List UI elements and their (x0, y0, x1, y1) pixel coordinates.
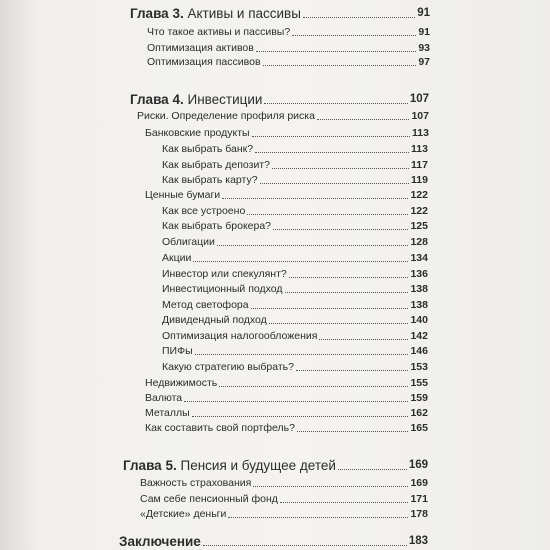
toc-item: Сам себе пенсионный фонд 171 (140, 493, 428, 505)
toc-item: Оптимизация активов 93 (147, 42, 430, 54)
toc-item: Инвестиционный подход 138 (162, 283, 428, 295)
toc-item: Как выбрать банк? 113 (162, 143, 428, 155)
toc-item: Банковские продукты 113 (145, 127, 429, 139)
page-number: 107 (409, 93, 429, 105)
toc-item: Валюта 159 (145, 392, 428, 404)
toc-item: Метод светофора 138 (162, 299, 428, 311)
dot-leader (303, 17, 415, 18)
toc-item: Как выбрать брокера? 125 (162, 220, 428, 232)
toc-item: Облигации 128 (162, 236, 428, 248)
toc-item: Что такое активы и пассивы? 91 (147, 26, 430, 38)
toc-item: Как составить свой портфель? 165 (145, 422, 428, 434)
toc-item: Акции 134 (162, 252, 428, 264)
toc-item: ПИФы 146 (162, 345, 428, 357)
toc-item: Какую стратегию выбрать? 153 (162, 361, 428, 373)
chapter-label: Глава 3. (130, 6, 184, 21)
chapter-label: Глава 5. (123, 458, 177, 473)
dot-leader (264, 103, 407, 104)
toc-item: Ценные бумаги 122 (145, 189, 428, 201)
page-number: 183 (408, 535, 428, 547)
toc-item: «Детские» деньги 178 (140, 508, 428, 520)
chapter-title: Инвестиции (187, 92, 263, 107)
toc-chapter-5 (123, 458, 428, 473)
toc-item: Как выбрать депозит? 117 (162, 159, 428, 171)
toc-item: Как все устроено 122 (162, 205, 428, 217)
toc-item: Инвестор или спекулянт? 136 (162, 268, 428, 280)
dot-leader (338, 469, 407, 470)
toc-conclusion (119, 534, 428, 549)
chapter-label: Глава 4. (130, 92, 184, 107)
page-number: 169 (408, 459, 428, 471)
toc-item: Риски. Определение профиля риска 107 (137, 110, 429, 122)
toc-item: Оптимизация пассивов 97 (147, 56, 430, 68)
toc-item: Важность страхования 169 (140, 477, 428, 489)
page-number: 91 (417, 7, 430, 19)
chapter-title: Активы и пассивы (187, 6, 301, 21)
toc-chapter-3 (130, 6, 430, 21)
chapter-title: Пенсия и будущее детей (180, 458, 336, 473)
toc-item: Металлы 162 (145, 407, 428, 419)
toc-item: Дивидендный подход 140 (162, 314, 428, 326)
toc-item: Недвижимость 155 (145, 377, 428, 389)
toc-item: Как выбрать карту? 119 (162, 174, 428, 186)
dot-leader (203, 545, 407, 546)
toc-chapter-4 (130, 92, 429, 107)
chapter-title: Заключение (119, 534, 201, 549)
toc-item: Оптимизация налогообложения 142 (162, 330, 428, 342)
